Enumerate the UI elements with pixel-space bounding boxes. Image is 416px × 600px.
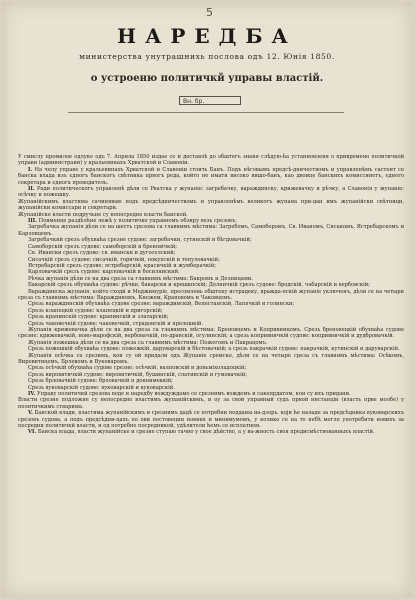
paragraph-text: Срезь клапецкiй судове: клапецкiй и пригорскiй; [28,307,163,314]
paragraph-text: Жупанiйскимъ властима сачиняваю подъ предсѣдничествомъ и управленѣмъ великогъ жупана при-дан имъ жупанiйски свѣтници, жупанiйски комиссари и секретари. [18,198,404,212]
paragraph [18,410,404,429]
paragraph-text: Рѣчка жупанiя дѣли се на два среза са главнимъ мѣстима: Бакромъ и Делницами. [28,275,253,282]
paragraph-text: Банской влади, властима жупанiйскимъ и срезнимъ дадѣ се потребни подданы на-дзорь. који ће наладе за предсѣдника вуковарскихъ срезовъ судова, а подъ предсѣдни-цахъ по ови постовеции новиих и минимумомъ, у колико се на то небѣ могло употребити новихъ за посредни политичкй власти, и од потребне посредникой, удѣлители ћемъ се исплатнем. [18,410,404,430]
paragraph [18,224,404,237]
paragraph [18,167,404,186]
paragraph-text: Жупанiйске власти подручьне су непосредно власти банской. [18,211,188,218]
paragraph-text: Карловачкiй срезъ судове: карловачкiй и босиляиский. [28,269,180,276]
paragraph [18,397,404,410]
paragraph-text: Ради политическогъ управленѣ дѣли се Рватска у жупанiе: загребачку, вараждинску, крижевачку и рѣчку, а Славонiя у жупанiе: осѣчку и пожешку. [18,186,404,199]
paragraph-text: Срезь вараждинскiй обухваћа судове срезне: вараждинскiй, Вепестанскiй, Лаппчкiй и голински; [28,301,295,308]
section-number: V. [28,410,33,417]
paragraph-text: Жупанiя осѣчка са срезимъ, кои су ой придали одъ Жупанiе сремске, дѣли се на четыре среза съ главнимъ мѣстима: Осѣкомъ, Вировитицомъ, Брлевомъ и Вуковаромъ. [18,352,404,365]
section-number: VI. [28,429,37,436]
divider-line [68,112,344,113]
handwritten-page-mark: 5 [206,6,213,19]
paragraph-text: Управу политичкй срезова воде и наредбу вождуждамо се срезнимъ вождемъ и сакепрдатом, кои су ихъ придани. [36,391,351,398]
paragraph [18,429,404,435]
paragraph-text: Срезь осѣчкiй обухваћа судове срезне: осѣчкiй, валповскiй и доньмiхоладоцкiй; [28,365,247,372]
document-title: НАРЕДБА [117,24,297,48]
paragraph-text: Банска влада, власти жупанiйске и срезне ступаю тачно у свое дѣйство, а у ва-жность своя предисмѣствованныхъ властiй. [37,429,375,436]
document-heading: о устроеню политичкй управы властiй. [90,73,324,84]
document-page [2,2,412,597]
document-body [18,154,404,436]
paragraph-text: Самоборскiй срезъ судове: самоборскiй и бреновiчкiй; [28,243,178,250]
paragraph-text: Срезь вуковарскiй судове: вуковарскiй и вуковарскiй. [28,384,175,391]
paragraph [18,289,404,302]
paragraph [18,154,404,167]
paragraph-text: Бакарскiй срезъ обухваћа судове: рѣчки, бакарски и крешкпскiй; Делничкiй срезъ судове: брoдскiй, чабарскiй и вербовскiй; [28,282,370,289]
paragraph-text: Срезь вировитичкiй судове: вировитичкiй, бушинскiй, слатинскiй и гумовачкiй; [28,371,247,378]
paragraph-text: Загребачкий срезъ обухваћа срезне судове: загребачки, сутинскiй и бѣгдовачкiй; [28,237,252,244]
section-number: I. [28,166,33,173]
paragraph-text: Срезь брловачкiй судове: брловачкiй и доннимеккiй; [28,378,173,385]
paragraph-text: Жупанiя крижевачка дѣли се на два среза са главнимъ мѣстима: Бреновцемъ и Копривницомъ. Срезь бреновецкiй обухваћа судове срезне: крижевачкiй, ново-марофскiй, вербовачкiй, по-дравскiй, огулинскiй; а срезь копривничкiй судове: копривничкiй и дудбровачкiй. [18,326,404,340]
section-number: III. [28,218,38,225]
paragraph-text: Поименце раздѣлѣне лежѣ у политичко управномъ обзиру везь срезовъ: [38,218,237,225]
paragraph-text: Срезь чаковечкiй судове: чаковечкiй, страдонскiй и прелошкiй. [28,320,204,327]
paragraph-text: Вараждинска жупанiя, който сходй и Меджимурiе, пресомлень обштеку истрадеку, вражда-пскiй жупанiе уключенъ, дѣли се на четыри среза съ главнимъ мѣстима: Вараждиномъ, Кнежем, Краповомъ и Чаковцемъ. [18,288,404,301]
paragraph-text: Власти срезне подложне су непосредно властимъ жупанiйскимъ, и оу за свой управный судъ првой инстанцiи (власть прве молбе) у политичкимъ стварима. [18,397,404,410]
paragraph-text: Срезь пожешкiй обухваћа судове: пожежкiй, даруварскiй и бѣстовачкiй; а срезь пакрачкiй судове: пакрачкiй, кутинскiй и даруварскiй. [28,346,400,353]
paragraph [18,327,404,340]
archive-stamp: Вн. бр. [179,96,241,105]
paragraph [18,199,404,212]
paragraph [18,353,404,366]
paragraph-text: Жупанiя пожешка дѣли се на два среза са главнимъ мѣстима: Пожегомъ и Пакрацомъ. [28,339,268,346]
document-subtitle: министерства унутрашнихь послова одъ 12. Юнiя 1850. [79,52,335,61]
paragraph-text: Срезь крапинскiй судове: крапинскiй и златарскiй; [28,314,169,321]
paragraph-text: Загребачка жупанiя дѣли се на шесть срезова са главнимъ мѣстима: Загребомъ, Самоборомъ, Св. Иваномъ, Сисакомъ, Ястребарскомъ и Карловцемъ. [18,224,404,237]
paragraph-text: У смислу премилое одлуке одъ 7. Априла 1850 издае се и доставлѣ до обштегъ знаня слѣдую-ћа устанновленя о привремено политичкой управи (администраии) у кральевинахъ Хрватской и Славонiи. [18,154,404,167]
paragraph-text: Сисачкiй срезъ судове: сисачкiй, горичкiй, покупскiй и топуловачкiй; [28,256,220,263]
paragraph-text: Св. Ивански срезъ судове: св. ивански и дугоселский; [28,250,176,257]
section-number: II. [28,186,35,193]
paragraph [18,186,404,199]
section-number: IV. [28,391,36,398]
paragraph-text: Ястребарскiй срезъ судове: ястребарскiй, красичкiй и жумберачкiй; [28,262,216,269]
paragraph-text: На челу управе у кральевинахъ Хрватской и Славонiи стоить Банъ. Подъ нѣговымъ предсѣ-дничествомъ и управленѣмъ састоит се банска влада изъ єдногъ банскогъ свѣтника првогъ реда, който не имати високо вишо-банъ, као двоице банскихъ комиссинетъ, єдного секретара и єднога преводитель. [18,166,405,186]
